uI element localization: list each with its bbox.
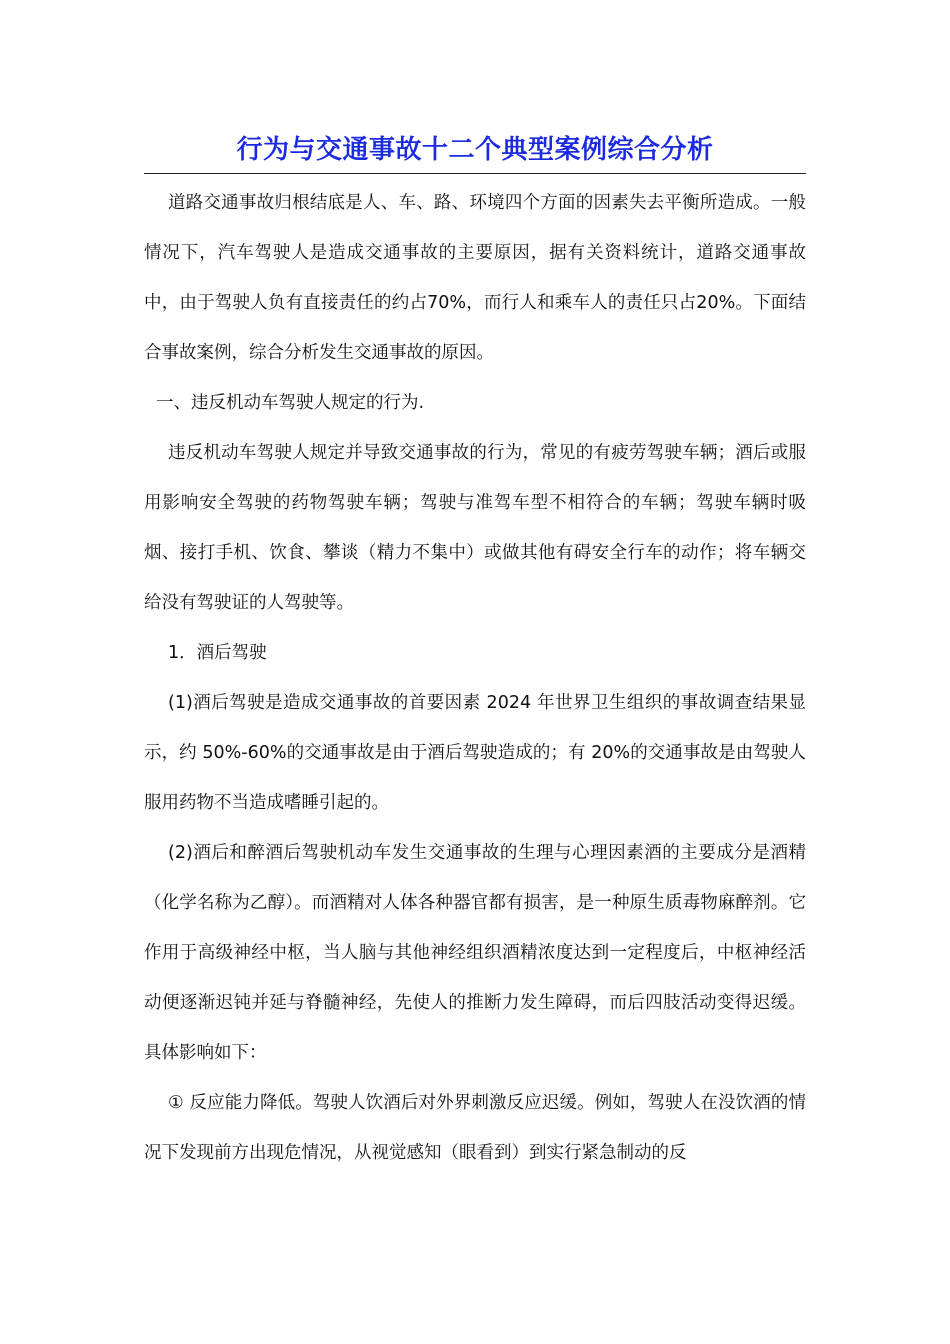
subheading-drunk-driving: 1．酒后驾驶 [168,643,267,663]
paragraph-intro: 道路交通事故归根结底是人、车、路、环境四个方面的因素失去平衡所造成。一般情况下，汽车驾驶人是造成交通事故的主要原因，据有关资料统计，道路交通事故中，由于驾驶人负有直接责任的约占70%，而行人和乘车人的责任只占20%。下面结合事故案例，综合分析发生交通事故的原因。 [144,193,806,363]
section-heading-1: 一、违反机动车驾驶人规定的行为. [156,393,425,413]
document-title: 行为与交通事故十二个典型案例综合分析 [236,135,714,165]
title-underline [144,173,806,174]
paragraph-point-1: (1)酒后驾驶是造成交通事故的首要因素 2024 年世界卫生组织的事故调查结果显示，约 50%-60%的交通事故是由于酒后驾驶造成的；有 20%的交通事故是由驾驶人服用药物不当造成嗜睡引起的。 [144,693,806,813]
paragraph-effect-1: ① 反应能力降低。驾驶人饮酒后对外界刺激反应迟缓。例如，驾驶人在没饮酒的情况下发现前方出现危情况，从视觉感知（眼看到）到实行紧急制动的反 [144,1093,806,1163]
document-body [144,178,806,1178]
paragraph-violations: 违反机动车驾驶人规定并导致交通事故的行为，常见的有疲劳驾驶车辆；酒后或服用影响安全驾驶的药物驾驶车辆；驾驶与准驾车型不相符合的车辆；驾驶车辆时吸烟、接打手机、饮食、攀谈（精力不集中）或做其他有碍安全行车的动作；将车辆交给没有驾驶证的人驾驶等。 [144,443,806,613]
paragraph-point-2: (2)酒后和醉酒后驾驶机动车发生交通事故的生理与心理因素酒的主要成分是酒精（化学名称为乙醇）。而酒精对人体各种器官都有损害，是一种原生质毒物麻醉剂。它作用于高级神经中枢，当人脑与其他神经组织酒精浓度达到一定程度后，中枢神经活动便逐渐迟钝并延与脊髓神经，先使人的推断力发生障碍，而后四肢活动变得迟缓。具体影响如下： [144,843,806,1063]
